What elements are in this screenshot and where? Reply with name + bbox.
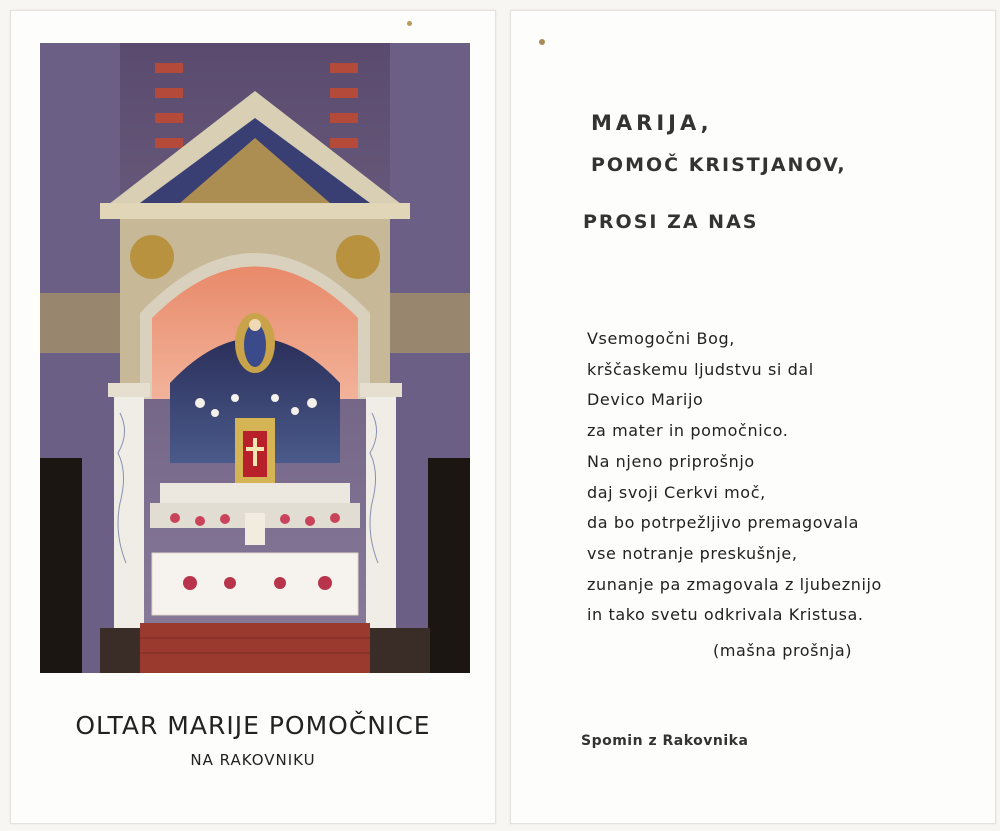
paper-speck xyxy=(539,39,545,45)
prayer-line: za mater in pomočnico. xyxy=(587,421,789,441)
prayer-line: in tako svetu odkrivala Kristusa. xyxy=(587,605,864,625)
prayer-line: Na njeno priprošnjo xyxy=(587,451,755,471)
paper-speck xyxy=(407,21,412,26)
prayer-text xyxy=(587,324,882,631)
prayer-line: Devico Marijo xyxy=(587,390,704,410)
prayer-source: (mašna prošnja) xyxy=(713,641,853,660)
prayer-line: vse notranje preskušnje, xyxy=(587,543,798,563)
holy-card-front xyxy=(10,10,496,824)
prayer-line: da bo potrpežljivo premagovala xyxy=(587,513,860,533)
prayer-line: daj svoji Cerkvi moč, xyxy=(587,482,766,502)
prayer-line: Vsemogočni Bog, xyxy=(587,329,735,348)
card-footer: Spomin z Rakovnika xyxy=(581,733,749,749)
invocation-line-2: POMOČ KRISTJANOV, xyxy=(591,154,847,176)
prayer-line: zunanje pa zmagovala z ljubeznijo xyxy=(587,574,882,594)
altar-illustration xyxy=(40,43,470,673)
prayer-line: krščaskemu ljudstvu si dal xyxy=(587,359,814,379)
card-title: OLTAR MARIJE POMOČNICE xyxy=(75,711,431,740)
altar-photo xyxy=(40,43,470,673)
card-subtitle: NA RAKOVNIKU xyxy=(190,751,316,769)
invocation-line-3: PROSI ZA NAS xyxy=(583,211,759,233)
invocation-line-1: MARIJA, xyxy=(591,111,713,135)
holy-card-back xyxy=(510,10,996,824)
